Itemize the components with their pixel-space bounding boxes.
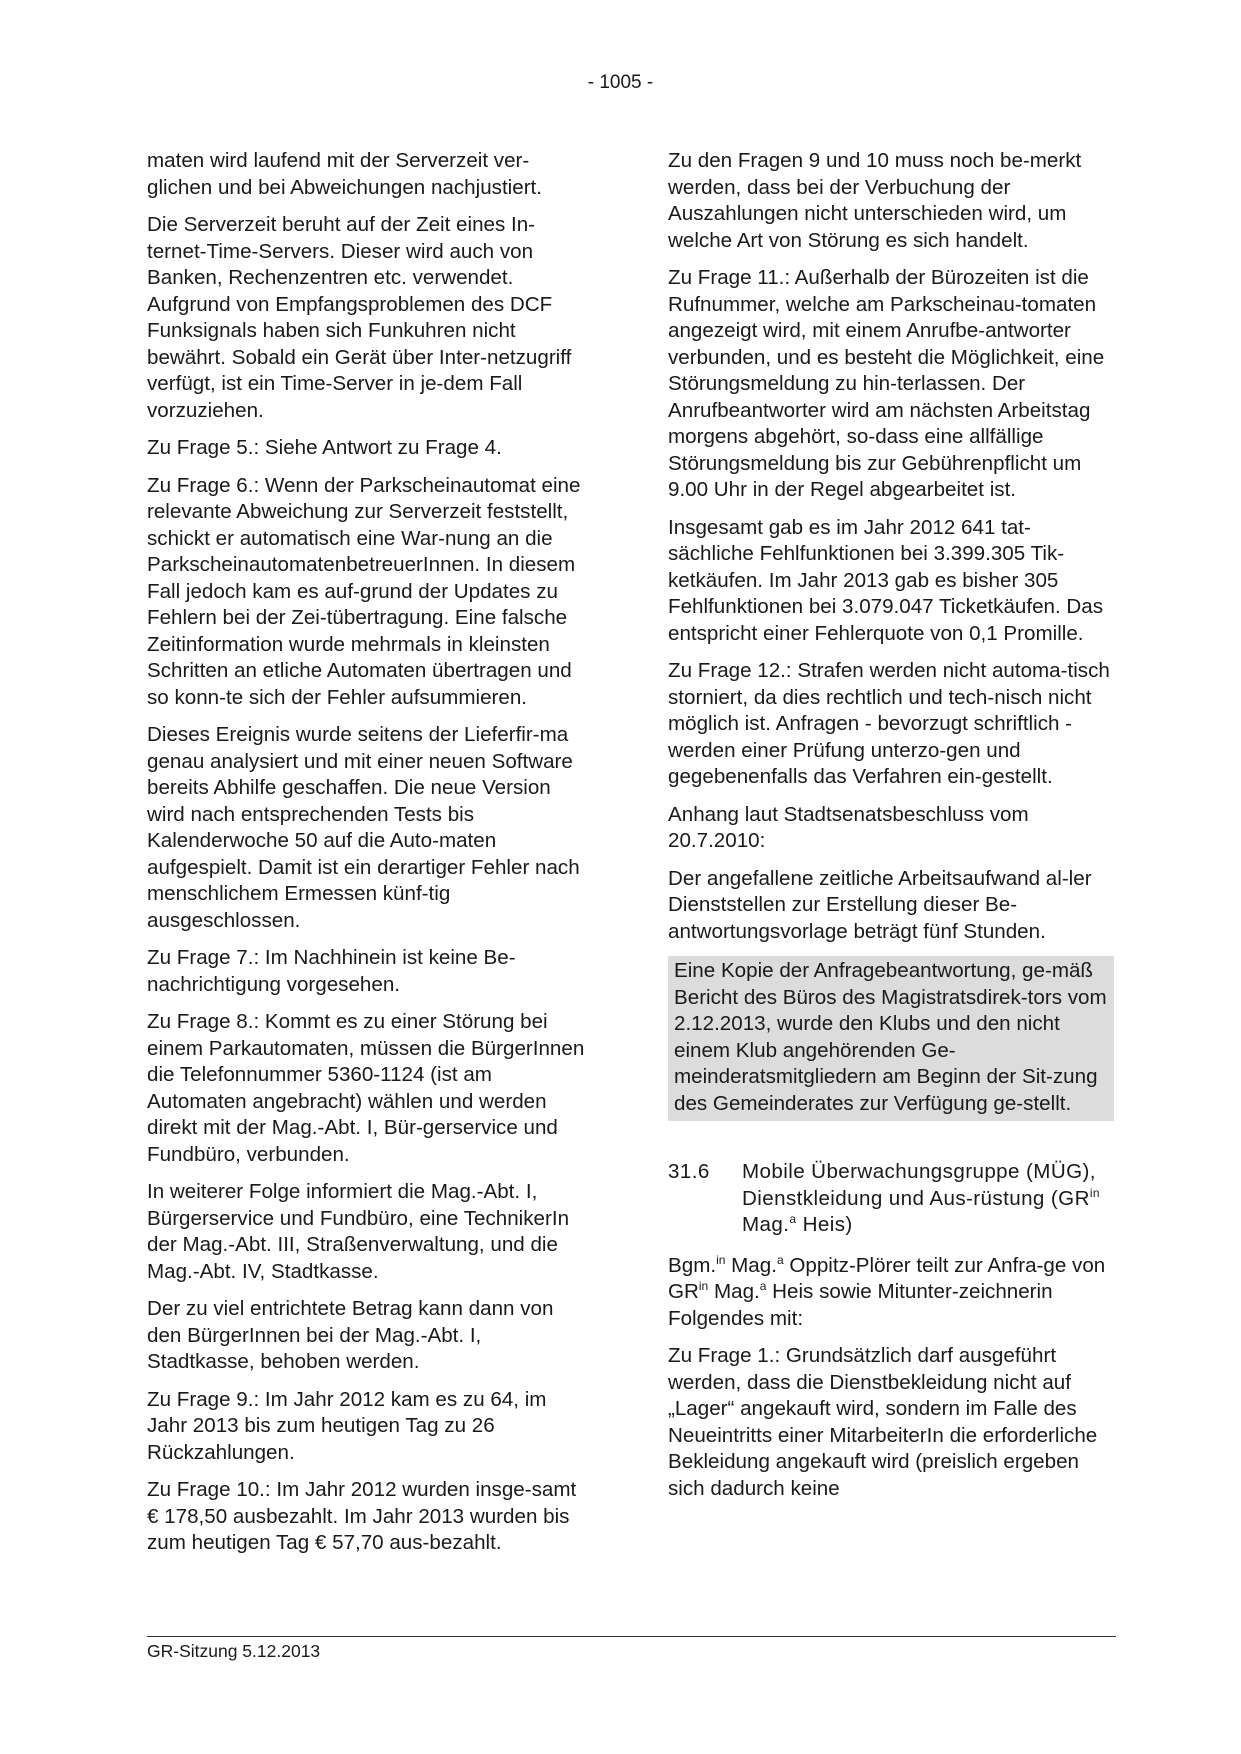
paragraph: maten wird laufend mit der Serverzeit ver-glichen und bei Abweichungen nachjustiert. xyxy=(147,149,542,199)
section-heading xyxy=(668,1159,1114,1239)
intro-text: Mag. xyxy=(725,1253,777,1277)
intro-paragraph xyxy=(668,1253,1114,1333)
section-title-text: Heis) xyxy=(796,1213,853,1236)
superscript: in xyxy=(1089,1185,1100,1200)
paragraph: Zu Frage 1.: Grundsätzlich darf ausgeführt werden, dass die Dienstbekleidung nicht auf „Lager“ angekauft wird, sondern im Falle des Neueintritts einer MitarbeiterIn die erforderliche Bekleidung angekauft wird (preislich ergeben sich dadurch keine xyxy=(668,1344,1098,1500)
superscript: a xyxy=(776,1252,784,1267)
paragraph: Der angefallene zeitliche Arbeitsaufwand al-ler Dienststellen zur Erstellung dieser Be-antwortungsvorlage beträgt fünf Stunden. xyxy=(668,866,1092,943)
superscript: a xyxy=(789,1212,797,1227)
intro-text: Heis sowie Mitunter-zeichnerin Folgendes mit: xyxy=(668,1280,1053,1330)
paragraph: Zu den Fragen 9 und 10 muss noch be-merkt werden, dass bei der Verbuchung der Auszahlungen nicht unterschieden wird, um welche Art von Störung es sich handelt. xyxy=(668,149,1082,252)
paragraph: Zu Frage 11.: Außerhalb der Bürozeiten ist die Rufnummer, welche am Parkscheinau-tomaten angezeigt wird, mit einem Anrufbe-antworter verbunden, und es besteht die Möglichkeit, eine Störungsmeldung zu hin-terlassen. Der Anrufbeantworter wird am nächsten Arbeitstag morgens abgehört, so-dass eine allfällige Störungsmeldung bis zur Gebührenpflicht um 9.00 Uhr in der Regel abgearbeitet ist. xyxy=(668,266,1105,501)
paragraph: Zu Frage 9.: Im Jahr 2012 kam es zu 64, im Jahr 2013 bis zum heutigen Tag zu 26 Rückzahlungen. xyxy=(147,1387,547,1464)
left-column xyxy=(147,148,587,1568)
highlighted-note: Eine Kopie der Anfragebeantwortung, ge-mäß Bericht des Büros des Magistratsdirek-tors vom 2.12.2013, wurde den Klubs und den nicht einem Klub angehörenden Ge-meinderatsmitgliedern am Beginn der Sit-zung des Gemeinderates zur Verfügung ge-stellt. xyxy=(668,956,1114,1121)
paragraph: Anhang laut Stadtsenatsbeschluss vom 20.7.2010: xyxy=(668,802,1029,852)
paragraph: Zu Frage 10.: Im Jahr 2012 wurden insge-samt € 178,50 ausbezahlt. Im Jahr 2013 wurden bis zum heutigen Tag € 57,70 aus-bezahlt. xyxy=(147,1478,577,1554)
right-column xyxy=(668,148,1114,1513)
section-title-text: Mobile Überwachungsgruppe (MÜG), Dienstkleidung und Aus-rüstung (GR xyxy=(742,1160,1096,1210)
paragraph: Zu Frage 7.: Im Nachhinein ist keine Be-nachrichtigung vorgesehen. xyxy=(147,946,516,996)
superscript: a xyxy=(759,1279,767,1294)
paragraph: Zu Frage 12.: Strafen werden nicht automa-tisch storniert, da dies rechtlich und tech-nisch nicht möglich ist. Anfragen - bevorzugt schriftlich - werden einer Prüfung unterzo-gen und gegebenenfalls das Verfahren ein-gestellt. xyxy=(668,659,1110,788)
section-title xyxy=(742,1159,1114,1239)
paragraph: Der zu viel entrichtete Betrag kann dann von den BürgerInnen bei der Mag.-Abt. I, Stadtkasse, behoben werden. xyxy=(147,1297,554,1373)
paragraph: In weiterer Folge informiert die Mag.-Abt. I, Bürgerservice und Fundbüro, eine TechnikerIn der Mag.-Abt. III, Straßenverwaltung, und die Mag.-Abt. IV, Stadtkasse. xyxy=(147,1180,570,1283)
paragraph: Zu Frage 5.: Siehe Antwort zu Frage 4. xyxy=(147,436,502,459)
paragraph: Zu Frage 8.: Kommt es zu einer Störung bei einem Parkautomaten, müssen die BürgerInnen die Telefonnummer 5360-1124 (ist am Automaten angebracht) wählen und werden direkt mit der Mag.-Abt. I, Bür-gerservice und Fundbüro, verbunden. xyxy=(147,1010,585,1166)
intro-text: Mag. xyxy=(708,1280,760,1303)
page-number: - 1005 - xyxy=(587,72,654,93)
paragraph: Zu Frage 6.: Wenn der Parkscheinautomat eine relevante Abweichung zur Serverzeit feststellt, schickt er automatisch eine War-nung an die ParkscheinautomatenbetreuerInnen. In diesem Fall jedoch kam es auf-grund der Updates zu Fehlern bei der Zei-tübertragung. Eine falsche Zeitinformation wurde mehrmals in kleinsten Schritten an etliche Automaten übertragen und so konn-te sich der Fehler aufsummieren. xyxy=(147,473,581,709)
intro-text: Bgm. xyxy=(668,1253,717,1277)
section-title-text: Mag. xyxy=(742,1213,790,1236)
paragraph: Dieses Ereignis wurde seitens der Lieferfir-ma genau analysiert und mit einer neuen Software bereits Abhilfe geschaffen. Die neue Version wird nach entsprechenden Tests bis Kalenderwoche 50 auf die Auto-maten aufgespielt. Damit ist ein derartiger Fehler nach menschlichem Ermessen künf-tig ausgeschlossen. xyxy=(147,723,580,932)
section-number: 31.6 xyxy=(668,1160,710,1183)
paragraph: Die Serverzeit beruht auf der Zeit eines In-ternet-Time-Servers. Dieser wird auch von Banken, Rechenzentren etc. verwendet. Aufgrund von Empfangsproblemen des DCF Funksignals haben sich Funkuhren nicht bewährt. Sobald ein Gerät über Inter-netzugriff verfügt, ist ein Time-Server in je-dem Fall vorzuziehen. xyxy=(147,213,572,422)
footer-divider xyxy=(147,1636,1116,1637)
paragraph: Insgesamt gab es im Jahr 2012 641 tat-sächliche Fehlfunktionen bei 3.399.305 Tik-ketkäufen. Im Jahr 2013 gab es bisher 305 Fehlfunktionen bei 3.079.047 Ticketkäufen. Das entspricht einer Fehlerquote von 0,1 Promille. xyxy=(668,515,1104,645)
superscript: in xyxy=(716,1252,726,1267)
superscript: in xyxy=(698,1279,709,1294)
footer-text: GR-Sitzung 5.12.2013 xyxy=(147,1641,321,1661)
intro-text: Oppitz-Plörer teilt zur Anfra-ge von GR xyxy=(668,1253,1106,1303)
